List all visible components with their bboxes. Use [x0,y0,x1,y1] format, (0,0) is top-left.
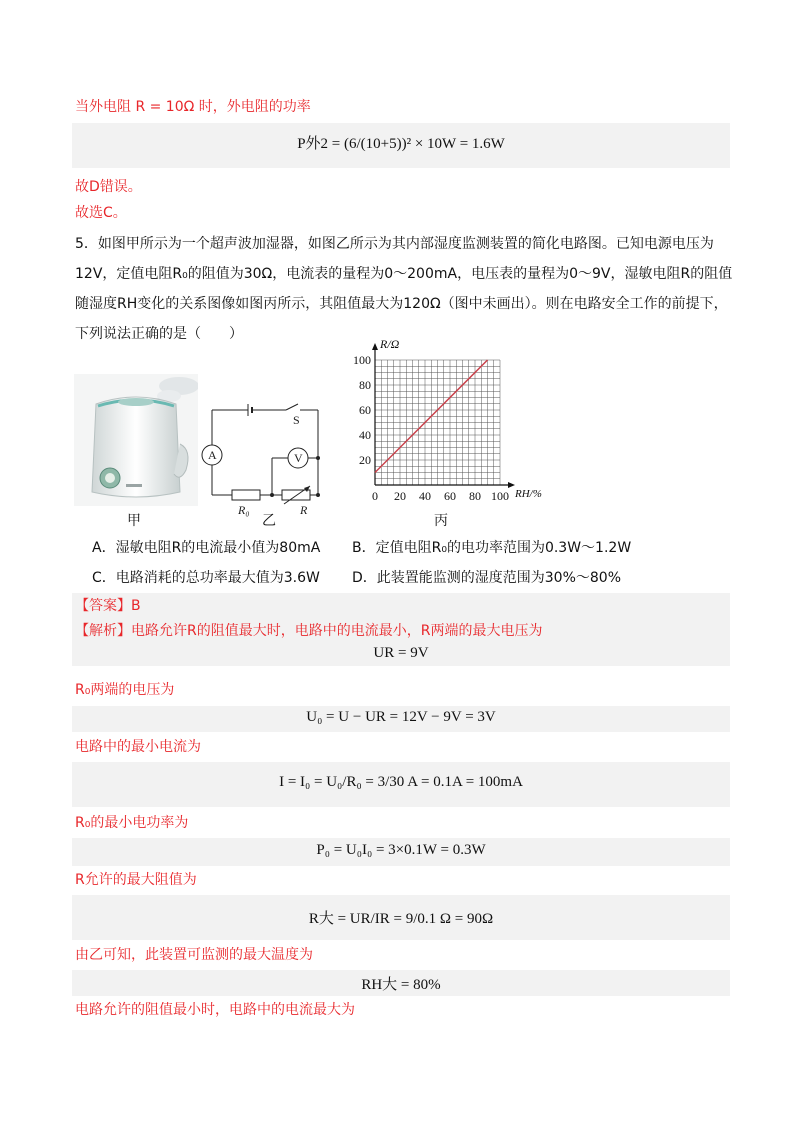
line-max-humidity: 由乙可知，此装置可监测的最大温度为 [75,947,313,963]
option-c: C．电路消耗的总功率最大值为3.6W [92,570,320,586]
line-min-current: 电路中的最小电流为 [75,739,201,755]
x-tick-label: 0 [372,489,378,503]
equation-5: P₀ = U₀I₀ = 3×0.1W = 0.3W [316,842,486,858]
line-outer-resistance [75,97,311,117]
equation-box-7 [72,970,730,996]
voltmeter-label: V [294,451,303,465]
r0-label: R₀ [238,503,250,517]
label-yi: 乙 [262,513,276,529]
equation-box-6 [72,895,730,940]
figure-bing [340,335,570,510]
switch-label: S [293,413,300,427]
line-max-current: 电路允许的阻值最小时，电路中的电流最大为 [75,1002,355,1018]
figure-jia [74,374,198,506]
line-r0-voltage: R₀两端的电压为 [75,682,175,698]
analysis-text: 【解析】电路允许R的阻值最大时，电路中的电流最小，R两端的最大电压为 [75,623,543,639]
option-d: D．此装置能监测的湿度范围为30%～80% [352,570,622,586]
y-tick-label: 60 [359,403,371,417]
option-b: B．定值电阻R₀的电功率范围为0.3W～1.2W [352,540,632,556]
y-tick-label: 40 [359,428,371,442]
text-l1: 当外电阻 R = 10Ω 时，外电阻的功率 [75,99,311,115]
answer-box [72,593,730,666]
line-r-max: R允许的最大阻值为 [75,872,197,888]
answer-text: 【答案】B [75,598,141,614]
humidifier-image [74,374,198,506]
equation-box-5 [72,838,730,866]
figure-yi [200,400,336,520]
line-d-wrong: 故D错误。 [75,179,142,195]
question-5: 5．如图甲所示为一个超声波加湿器，如图乙所示为其内部湿度监测装置的简化电路图。已知电源电压为12V，定值电阻R₀的阻值为30Ω，电流表的量程为0～200mA，电压表的量程为0～9V，湿敏电阻R的阻值随湿度RH变化的关系图像如图丙所示，其阻值最大为120Ω（图中未画出）。则在电路安全工作的前提下，下列说法正确的是（ ） [75,236,733,342]
x-tick-label: 100 [491,489,509,503]
y-tick-label: 20 [359,453,371,467]
equation-6: R大 = UR/IR = 9/0.1 Ω = 90Ω [308,911,494,927]
x-tick-label: 80 [469,489,481,503]
equation-box-4 [72,762,730,807]
label-bing: 丙 [434,513,448,529]
x-tick-label: 60 [444,489,456,503]
equation-box-1 [72,123,730,168]
x-tick-label: 20 [394,489,406,503]
r-label: R [300,503,308,517]
equation-4: I = I₀ = U₀/R₀ = 3/30 A = 0.1A = 100mA [279,774,523,790]
circuit-diagram [200,400,336,520]
equation-box-3 [72,706,730,732]
equation-1: P外2 = (6/(10+5))² × 10W = 1.6W [297,136,505,152]
ammeter-label: A [208,448,217,462]
resistance-humidity-chart [340,335,570,510]
y-tick-label: 80 [359,378,371,392]
y-axis-label: R/Ω [380,337,400,351]
x-tick-label: 40 [419,489,431,503]
y-tick-label: 100 [353,353,371,367]
equation-3: U₀ = U − UR = 12V − 9V = 3V [306,709,496,725]
option-a: A．湿敏电阻R的电流最小值为80mA [92,540,321,556]
x-axis-arrow [508,482,515,488]
line-r0-min-power: R₀的最小电功率为 [75,815,189,831]
y-axis-arrow [372,343,378,350]
line-choose-c: 故选C。 [75,205,127,221]
equation-2: UR = 9V [373,645,429,661]
x-axis-label: RH/% [515,488,542,500]
label-jia: 甲 [127,513,141,529]
equation-7: RH大 = 80% [361,977,441,993]
